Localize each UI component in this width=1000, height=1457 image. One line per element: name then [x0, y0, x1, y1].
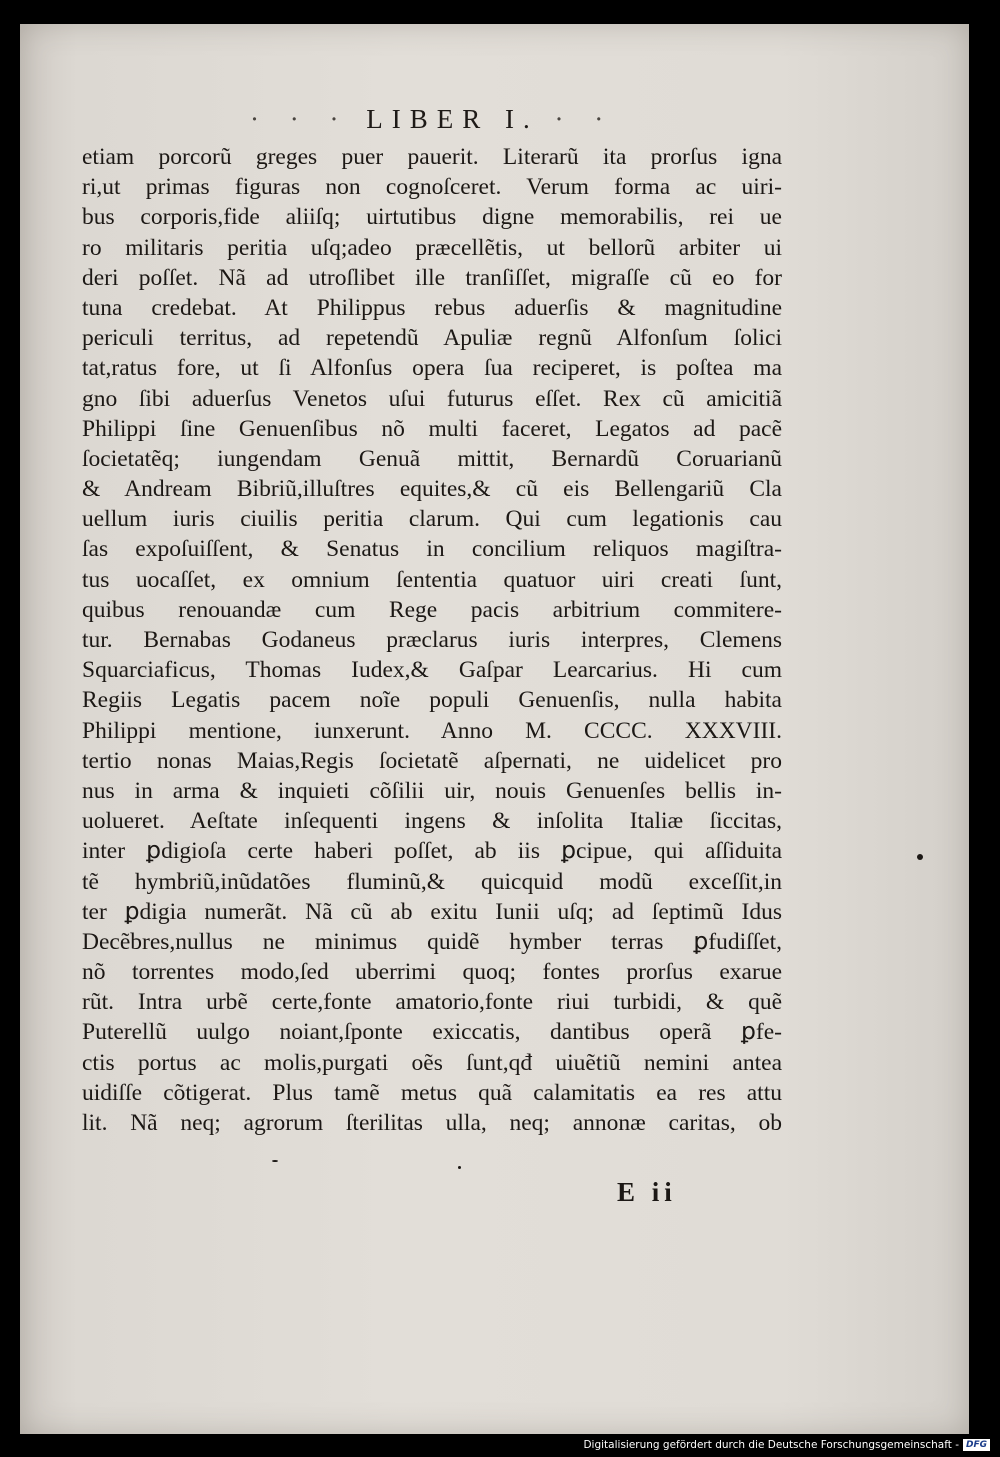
footer-credit: Digitalisierung gefördert durch die Deutsche Forschungsgemeinschaft - — [583, 1439, 959, 1451]
text-line: quibus renouandæ cum Rege pacis arbitrium commitere- — [82, 596, 782, 623]
text-line: rũt. Intra urbẽ certe,fonte amatorio,fonte riui turbidi, & quẽ — [82, 989, 782, 1016]
text-line: & Andream Bibriũ,illuſtres equites,& cũ eis Bellengariũ Cla — [82, 476, 782, 503]
running-head — [250, 104, 650, 140]
text-line: uidiſſe cõtigerat. Plus tamẽ metus quã calamitatis ea res attu — [82, 1079, 782, 1106]
text-line: ri,ut primas figuras non cognoſceret. Verum forma ac uiri- — [82, 174, 782, 201]
text-line: tertio nonas Maias,Regis ſocietatẽ aſpernati, ne uidelicet pro — [82, 747, 782, 774]
text-line: Philippi mentione, iunxerunt. Anno M. CCCC. XXXVIII. — [82, 717, 782, 744]
dfg-logo: DFG — [963, 1439, 990, 1451]
running-head-text: LIBER I. — [366, 104, 539, 134]
text-line: periculi territus, ad repetendũ Apuliæ regnũ Alfonſum ſolici — [82, 325, 782, 352]
text-line: Decẽbres,nullus ne minimus quidẽ hymber terras ꝑfudiſſet, — [82, 928, 782, 955]
text-line: Squarciaficus, Thomas Iudex,& Gaſpar Learcarius. Hi cum — [82, 657, 782, 684]
text-line: tus uocaſſet, ex omnium ſententia quatuor uiri creati ſunt, — [82, 566, 782, 593]
text-line: tuna credebat. At Philippus rebus aduerſis & magnitudine — [82, 294, 782, 321]
signature-mark: E ii — [617, 1177, 677, 1207]
text-line: uolueret. Aeſtate inſequenti ingens & inſolita Italiæ ſiccitas, — [82, 808, 782, 835]
text-line: ctis portus ac molis,purgati oẽs ſunt,qđ uiuẽtiũ nemini antea — [82, 1049, 782, 1076]
body-text — [82, 142, 782, 1138]
text-line: bus corporis,fide aliiſq; uirtutibus digne memorabilis, rei ue — [82, 204, 782, 231]
text-line: lit. Nã neq; agrorum ſterilitas ulla, neq; annonæ caritas, ob — [82, 1110, 782, 1136]
text-line: nõ torrentes modo,ſed uberrimi quoq; fontes prorſus exarue — [82, 959, 782, 986]
text-line: tur. Bernabas Godaneus præclarus iuris interpres, Clemens — [82, 627, 782, 653]
ink-speck — [272, 1160, 278, 1162]
text-line: tat,ratus fore, ut ſi Alfonſus opera ſua reciperet, is poſtea ma — [82, 355, 782, 382]
text-line: tẽ hymbriũ,inũdatões fluminũ,& quicquid modũ exceſſit,in — [82, 868, 782, 895]
running-head-ornament-left: · · · — [250, 104, 351, 134]
text-line: inter ꝑdigioſa certe haberi poſſet, ab iis ꝑcipue, qui aſſiduita — [82, 838, 782, 865]
text-line: gno ſibi aduerſus Venetos uſui futurus eſſet. Rex cũ amicitiã — [82, 385, 782, 412]
text-line: Regiis Legatis pacem noĩe populi Genuenſis, nulla habita — [82, 687, 782, 714]
ink-speck — [458, 1166, 461, 1169]
text-line: ſas expoſuiſſent, & Senatus in concilium reliquos magiſtra- — [82, 536, 782, 563]
text-line: etiam porcorũ greges puer pauerit. Literarũ ita prorſus igna — [82, 144, 782, 170]
text-line: nus in arma & inquieti cõſilii uir, nouis Genuenſes bellis in- — [82, 777, 782, 804]
text-line: deri poſſet. Nã ad utroſlibet ille tranſiſſet, migraſſe cũ eo for — [82, 264, 782, 291]
running-head-ornament-right: · · — [554, 104, 616, 134]
text-line: Philippi ſine Genuenſibus nõ multi faceret, Legatos ad pacẽ — [82, 415, 782, 442]
ink-speck — [917, 854, 923, 860]
text-line: ro militaris peritia uſq;adeo præcellẽtis, ut bellorũ arbiter ui — [82, 234, 782, 261]
book-page — [20, 24, 969, 1434]
digitization-footer — [583, 1437, 990, 1453]
text-line: uellum iuris ciuilis peritia clarum. Qui cum legationis cau — [82, 506, 782, 533]
text-line: ter ꝑdigia numerãt. Nã cũ ab exitu Iunii uſq; ad ſeptimũ Idus — [82, 898, 782, 925]
text-line: Puterellũ uulgo noiant,ſponte exiccatis, dantibus operã ꝑfe- — [82, 1019, 782, 1046]
text-line: ſocietatẽq; iungendam Genuã mittit, Bernardũ Coruarianũ — [82, 445, 782, 472]
